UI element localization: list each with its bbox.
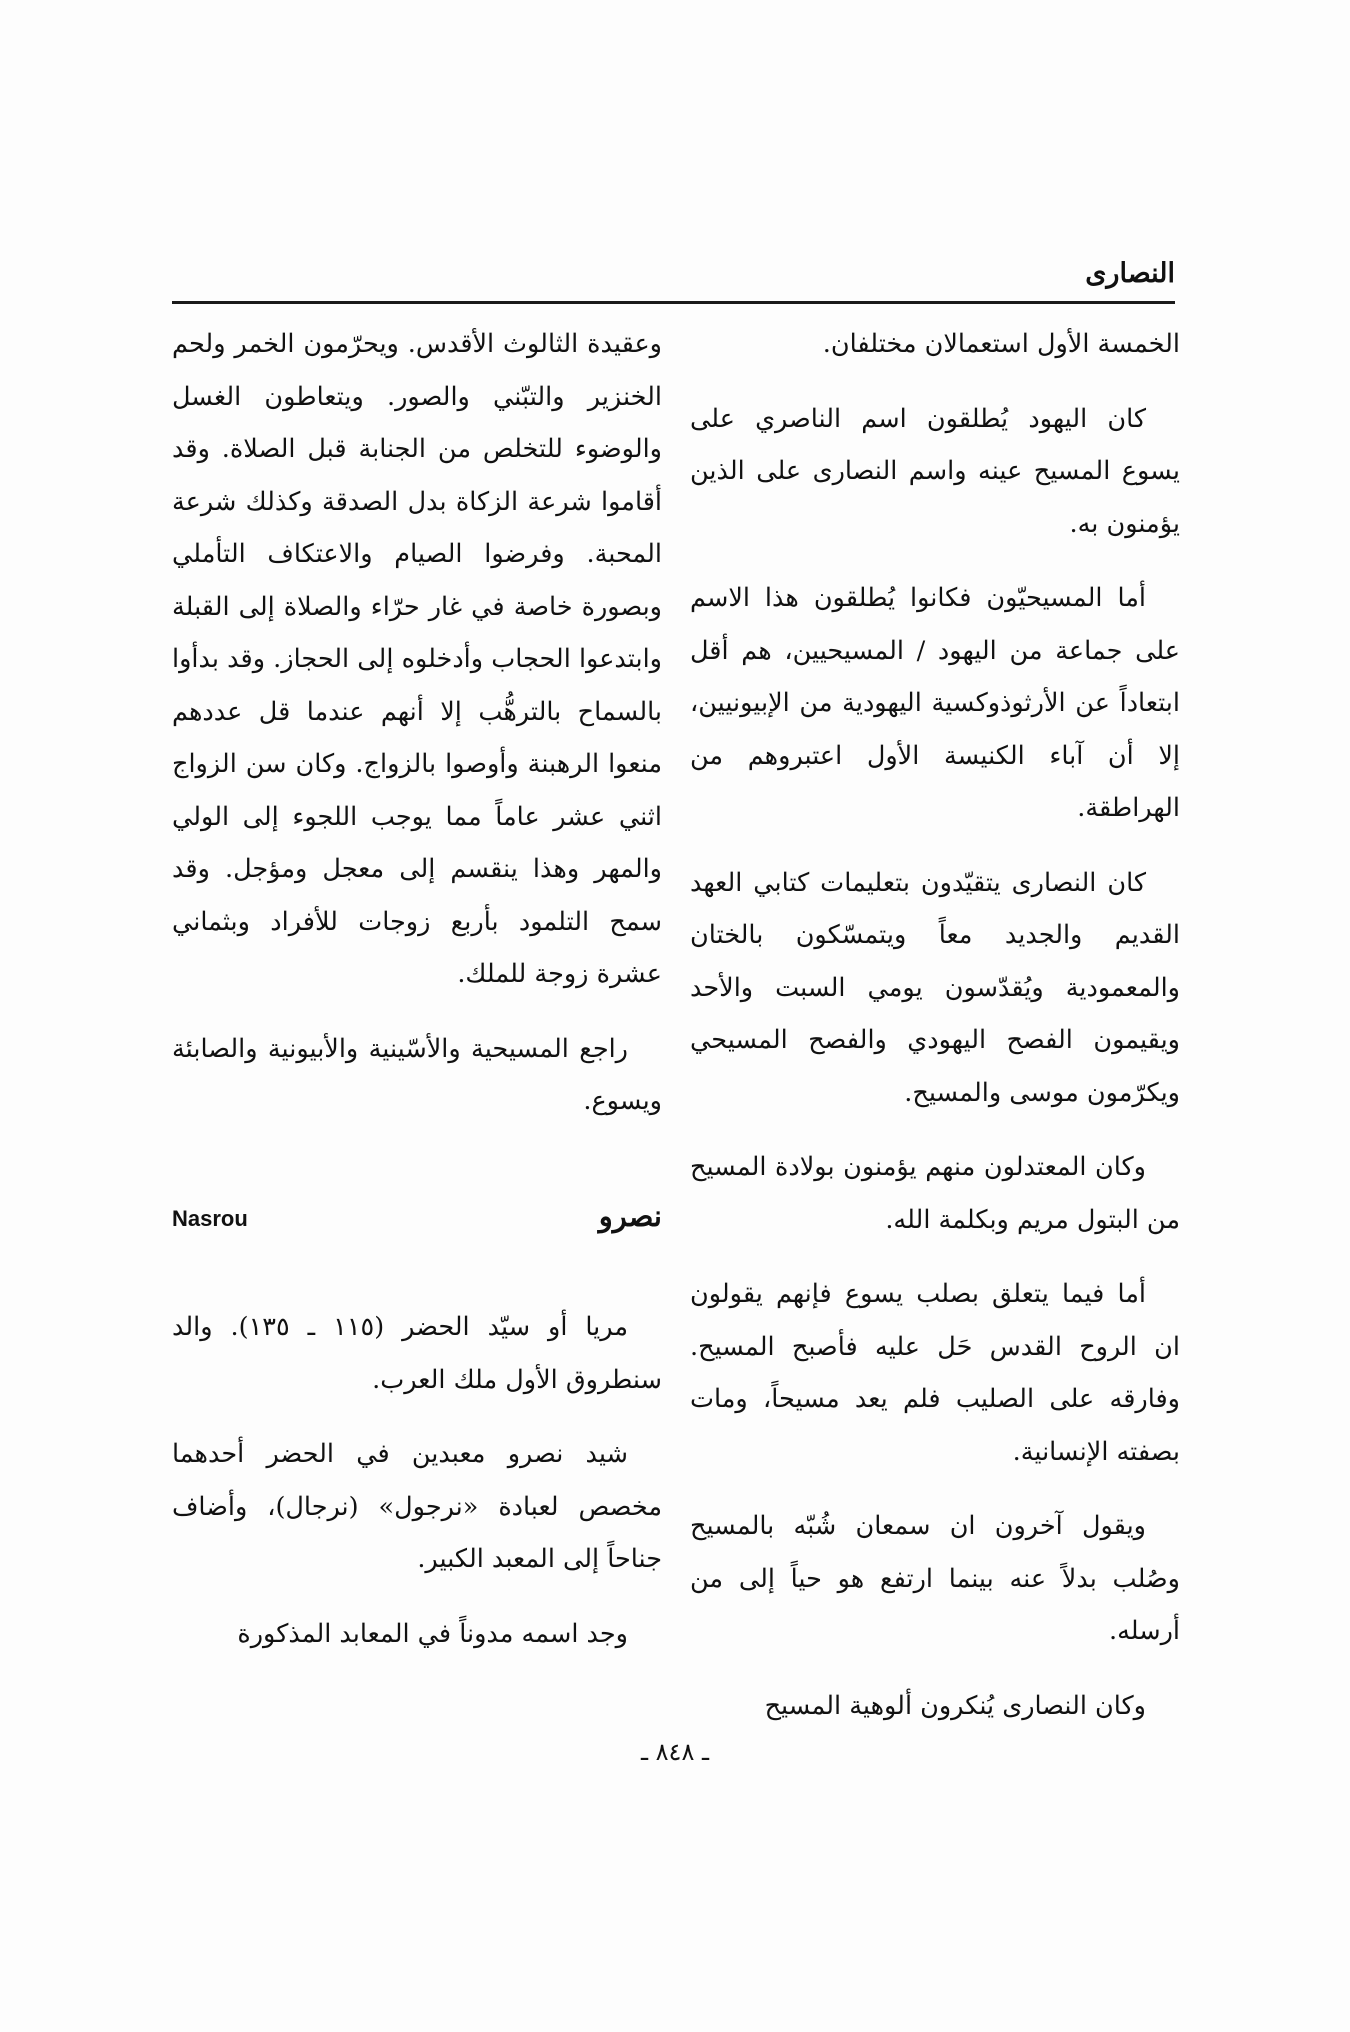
paragraph: مريا أو سيّد الحضر (١١٥ ـ ١٣٥). والد سنطروق الأول ملك العرب. — [172, 1312, 662, 1395]
running-head: النصارى — [1085, 258, 1175, 289]
paragraph: الخمسة الأول استعمالان مختلفان. — [822, 329, 1180, 359]
right-column — [690, 318, 1180, 1754]
entry-title-latin: Nasrou — [172, 1205, 248, 1231]
entry-heading — [172, 1190, 662, 1246]
paragraph: أما فيما يتعلق بصلب يسوع فإنهم يقولون ان الروح القدس حَل عليه فأصبح المسيح. وفارقه على الصليب فلم يعد مسيحاً، ومات بصفته الإنسانية. — [690, 1279, 1180, 1467]
paragraph: وكان النصارى يُنكرون ألوهية المسيح — [764, 1690, 1146, 1721]
cross-reference: راجع المسيحية والأسّينية والأبيونية والصابئة ويسوع. — [172, 1033, 662, 1116]
paragraph: وكان المعتدلون منهم يؤمنون بولادة المسيح من البتول مريم وبكلمة الله. — [690, 1152, 1180, 1235]
left-column — [172, 318, 662, 1682]
paragraph: كان اليهود يُطلقون اسم الناصري على يسوع المسيح عينه واسم النصارى على الذين يؤمنون به. — [690, 403, 1180, 539]
page-number: ـ ٨٤٨ ـ — [640, 1738, 709, 1766]
entry-title-arabic: نصرو — [598, 1198, 662, 1233]
header-rule — [172, 301, 1175, 304]
paragraph: شيد نصرو معبدين في الحضر أحدهما مخصص لعبادة «نرجول» (نرجال)، وأضاف جناحاً إلى المعبد الكبير. — [172, 1439, 662, 1574]
paragraph: وجد اسمه مدوناً في المعابد المذكورة — [237, 1618, 628, 1649]
paragraph: ويقول آخرون ان سمعان شُبّه بالمسيح وصُلب بدلاً عنه بينما ارتفع هو حياً إلى من أرسله. — [690, 1511, 1180, 1646]
paragraph: وعقيدة الثالوث الأقدس. ويحرّمون الخمر ولحم الخنزير والتبّني والصور. ويتعاطون الغسل والوضوء للتخلص من الجنابة قبل الصلاة. وقد أقاموا شرعة الزكاة بدل الصدقة وكذلك شرعة المحبة. وفرضوا الصيام والاعتكاف التأملي وبصورة خاصة في غار حرّاء والصلاة إلى القبلة وابتدعوا الحجاب وأدخلوه إلى الحجاز. وقد بدأوا بالسماح بالترهُّب إلا أنهم عندما قل عددهم منعوا الرهبنة وأوصوا بالزواج. وكان سن الزواج اثني عشر عاماً مما يوجب اللجوء إلى الولي والمهر وهذا ينقسم إلى معجل ومؤجل. وقد سمح التلمود بأربع زوجات للأفراد وبثماني عشرة زوجة للملك. — [172, 329, 662, 989]
paragraph: كان النصارى يتقيّدون بتعليمات كتابي العهد القديم والجديد معاً ويتمسّكون بالختان والمعمودية ويُقدّسون يومي السبت والأحد ويقيمون الفصح اليهودي والفصح المسيحي ويكرّمون موسى والمسيح. — [690, 867, 1180, 1108]
paragraph: أما المسيحيّون فكانوا يُطلقون هذا الاسم على جماعة من اليهود / المسيحيين، هم أقل ابتعاداً عن الأرثوذوكسية اليهودية من الإبيونيين، إلا أن آباء الكنيسة الأول اعتبروهم من الهراطقة. — [690, 583, 1180, 823]
